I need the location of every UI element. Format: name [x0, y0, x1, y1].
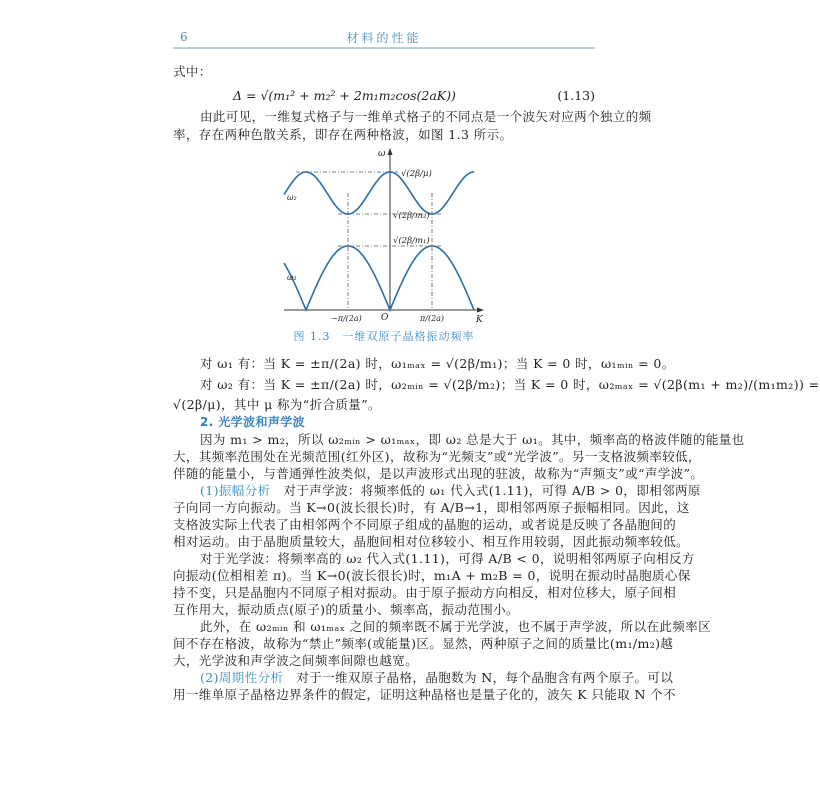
figure-dispersion-plot: [0, 0, 800, 340]
line-text: 对于声学波：将频率低的 ω₁ 代入式(1.11)，可得 A/B > 0，即相邻两原: [270, 483, 701, 498]
line-text: 子向同一方向振动。当 K→0(波长很长)时，有 A/B→1，即相邻两原子振幅相同。因此，这: [173, 500, 690, 515]
line-text: 率，存在两种色散关系，即存在两种格波，如图 1.3 所示。: [173, 127, 513, 142]
text-line: [173, 567, 691, 584]
text-line: [173, 686, 676, 703]
line-text: 相对运动。由于晶胞质量较大，晶胞间相对位移较小、相互作用较弱，因此振动频率较低。: [173, 534, 690, 549]
y-axis-label: ω: [378, 149, 386, 159]
text-line: [173, 516, 677, 533]
line-text: 对于光学波：将频率高的 ω₂ 代入式(1.11)，可得 A/B < 0，说明相邻两原子向相反方: [200, 551, 695, 566]
line-text: 大，其频率范围处在光频范围(红外区)，故称为“光频支”或“光学波”。另一支格波频率较低，: [173, 449, 701, 464]
text-line: [173, 482, 701, 499]
optical-branch-curve: [284, 172, 474, 214]
text-line: [173, 601, 595, 618]
equation-number: (1.13): [557, 88, 595, 103]
text-line: [173, 652, 595, 669]
text-line: [173, 395, 595, 416]
paragraph-omega-limits: [173, 354, 820, 416]
level-label-sqrt-2beta-m2: √(2β/m₂): [393, 211, 430, 221]
section-2: [173, 414, 745, 703]
page-number: 6: [180, 30, 188, 44]
line-text: 持不变，只是晶胞内不同原子相对振动。由于原子振动方向相反，相对位移大，原子间相: [173, 585, 677, 600]
line-text: 互作用大，振动质点(原子)的质量小、频率高，振动范围小。: [173, 602, 519, 617]
line-text: √(2β/μ)，其中 μ 称为“折合质量”。: [173, 397, 381, 412]
intro-label: 式中：: [173, 64, 212, 79]
line-text: 对 ω₂ 有：当 K = ±π/(2a) 时，ω₂ₘᵢₙ = √(2β/m₂)；当 K = 0 时，ω₂ₘₐₓ = √(2β(m₁ + m₂)/(m₁m₂)) =: [200, 376, 820, 392]
y-axis-arrow: [388, 148, 393, 155]
text-line: [173, 635, 674, 652]
text-line: [173, 499, 690, 516]
line-text: 支格波实际上代表了由相邻两个不同原子组成的晶胞的运动，或者说是反映了各晶胞间的: [173, 517, 677, 532]
x-axis-label: K: [476, 315, 483, 325]
text-line: [173, 584, 677, 601]
equation-expression: Δ = √(m₁² + m₂² + 2m₁m₂cos(2aK)): [233, 88, 456, 103]
x-axis-arrow: [477, 308, 484, 313]
text-line: [173, 669, 674, 686]
origin-label: O: [381, 313, 389, 323]
line-text: 伴随的能量小，与普通弹性波类似，是以声波形式出现的驻波，故称为“声频支”或“声学波”。: [173, 466, 704, 481]
text-line: [173, 375, 820, 396]
line-text: 向振动(位相相差 π)。当 K→0(波长很长)时，m₁A + m₂B = 0，说明在振动时晶胞质心保: [173, 568, 691, 583]
text-line: [173, 448, 701, 465]
line-text: 用一维单原子晶格边界条件的假定，证明这种晶格也是量子化的，波矢 K 只能取 N 个不: [173, 687, 676, 702]
branch-label-omega2: ω₂: [287, 193, 297, 202]
line-text: 由此可见，一维复式格子与一维单式格子的不同点是一个波矢对应两个独立的频: [200, 109, 652, 124]
section-body: [173, 431, 745, 703]
line-text: 间不存在格波，故称为“禁止”频率(或能量)区。显然，两种原子之间的质量比(m₁/m₂)越: [173, 636, 674, 651]
section-heading: 2. 光学波和声学波: [200, 415, 306, 429]
subsection-label: (1)振幅分析: [200, 483, 271, 498]
level-label-sqrt-2beta-m1: √(2β/m₁): [393, 236, 430, 246]
text-line: [173, 465, 704, 482]
text-line: [173, 431, 745, 448]
branch-label-omega1: ω₁: [287, 273, 297, 282]
text-line: [173, 618, 711, 635]
text-line: [173, 550, 695, 567]
text-line: [173, 354, 675, 375]
x-tick-pi-2a: π/(2a): [420, 314, 445, 323]
acoustic-branch-curve: [284, 246, 474, 310]
line-text: 对于一维双原子晶格，晶胞数为 N，每个晶胞含有两个原子。可以: [283, 670, 674, 685]
figure-caption: 图 1.3 一维双原子晶格振动频率: [293, 330, 475, 343]
line-text: 因为 m₁ > m₂，所以 ω₂ₘᵢₙ > ω₁ₘₐₓ，即 ω₂ 总是大于 ω₁。其中，频率高的格波伴随的能量也: [200, 432, 745, 447]
line-text: 大，光学波和声学波之间频率间隙也越宽。: [173, 653, 419, 668]
x-tick-minus-pi-2a: −π/(2a): [331, 314, 362, 323]
subsection-label: (2)周期性分析: [200, 670, 284, 685]
text-line: [173, 533, 690, 550]
level-label-sqrt-2beta-mu: √(2β/μ): [401, 169, 432, 179]
running-title: 材料的性能: [346, 31, 422, 45]
line-text: 对 ω₁ 有：当 K = ±π/(2a) 时，ω₁ₘₐₓ = √(2β/m₁)；当 K = 0 时，ω₁ₘᵢₙ = 0。: [200, 356, 675, 371]
line-text: 此外，在 ω₂ₘᵢₙ 和 ω₁ₘₐₓ 之间的频率既不属于光学波，也不属于声学波，所以在此频率区: [200, 619, 711, 634]
